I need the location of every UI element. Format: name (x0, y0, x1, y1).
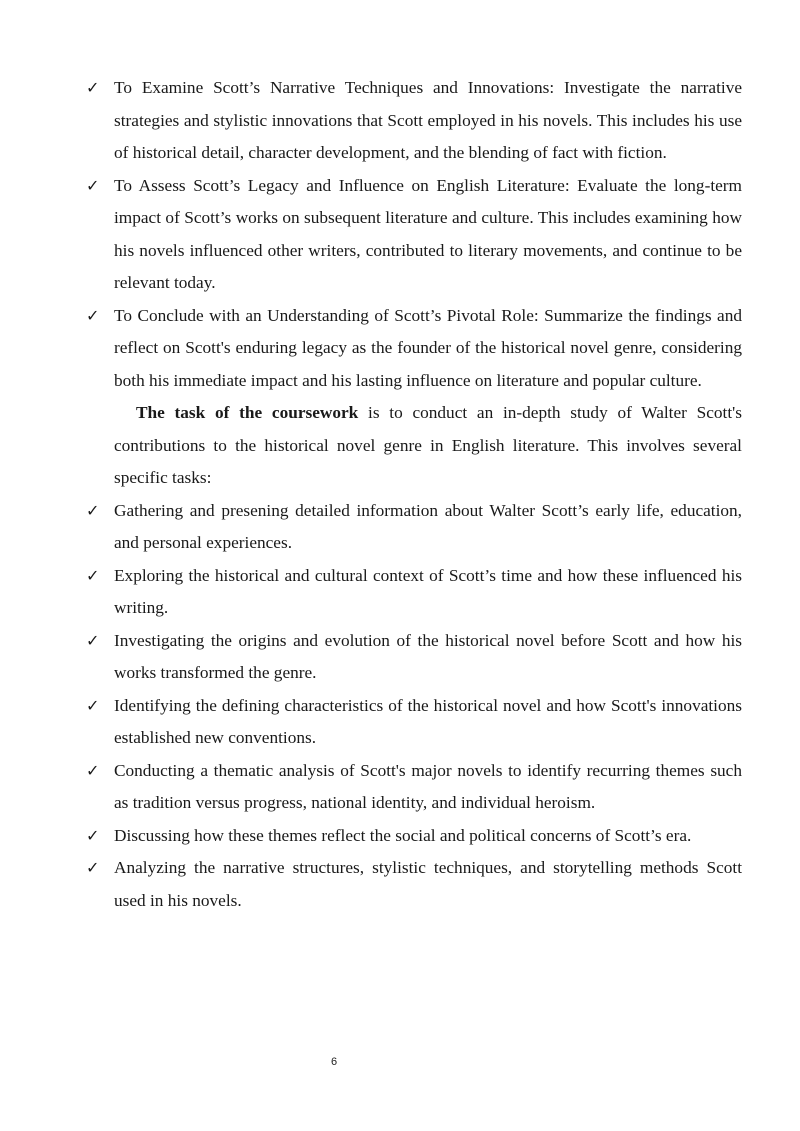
task-text: Identifying the defining characteristics of the historical novel and how Scott's innovations established new conventions. (114, 695, 742, 747)
checkmark-icon: ✓ (86, 500, 100, 520)
task-paragraph-lead: The task of the coursework (136, 403, 359, 422)
task-text: Investigating the origins and evolution of the historical novel before Scott and how his works transformed the genre. (114, 630, 742, 682)
task-paragraph-text: is to conduct an in-depth study of Walter Scott's contributions to the historical novel genre in English literature. This involves several specific tasks: (114, 403, 742, 487)
task-text: Analyzing the narrative structures, stylistic techniques, and storytelling methods Scott used in his novels. (114, 858, 742, 910)
objective-item (86, 300, 742, 398)
checkmark-icon: ✓ (86, 305, 100, 325)
task-item (86, 755, 742, 820)
checkmark-icon: ✓ (86, 175, 100, 195)
task-item (86, 852, 742, 917)
checkmark-icon: ✓ (86, 565, 100, 585)
task-item (86, 690, 742, 755)
task-text: Discussing how these themes reflect the social and political concerns of Scott’s era. (114, 825, 692, 845)
task-item (86, 560, 742, 625)
task-item (86, 820, 742, 853)
task-item (86, 495, 742, 560)
objective-text: To Assess Scott’s Legacy and Influence on English Literature: Evaluate the long-term impact of Scott’s works on subsequent literature and culture. This includes examining how his novels influenced other writers, contributed to literary movements, and continue to be relevant today. (114, 175, 742, 292)
task-item (86, 625, 742, 690)
checkmark-icon: ✓ (86, 78, 100, 97)
page-number: 6 (330, 1056, 338, 1068)
objective-item (86, 170, 742, 300)
task-text: Gathering and presening detailed information about Walter Scott’s early life, education, and personal experiences. (114, 500, 742, 552)
checkmark-icon: ✓ (86, 825, 100, 845)
checkmark-icon: ✓ (86, 858, 100, 877)
task-text: Exploring the historical and cultural context of Scott’s time and how these influenced his writing. (114, 565, 742, 617)
checkmark-icon: ✓ (86, 760, 100, 780)
objective-text: To Examine Scott’s Narrative Techniques and Innovations: Investigate the narrative strategies and stylistic innovations that Scott employed in his novels. This includes his use of historical detail, character development, and the blending of fact with fiction. (114, 78, 742, 162)
objective-text: To Conclude with an Understanding of Scott’s Pivotal Role: Summarize the findings and reflect on Scott's enduring legacy as the founder of the historical novel genre, considering both his immediate impact and his lasting influence on literature and popular culture. (114, 305, 742, 390)
checkmark-icon: ✓ (86, 630, 100, 650)
objective-item (86, 72, 742, 170)
task-text: Conducting a thematic analysis of Scott's major novels to identify recurring themes such as tradition versus progress, national identity, and individual heroism. (114, 760, 742, 812)
page-content (86, 72, 742, 917)
task-paragraph (86, 397, 742, 495)
checkmark-icon: ✓ (86, 695, 100, 715)
